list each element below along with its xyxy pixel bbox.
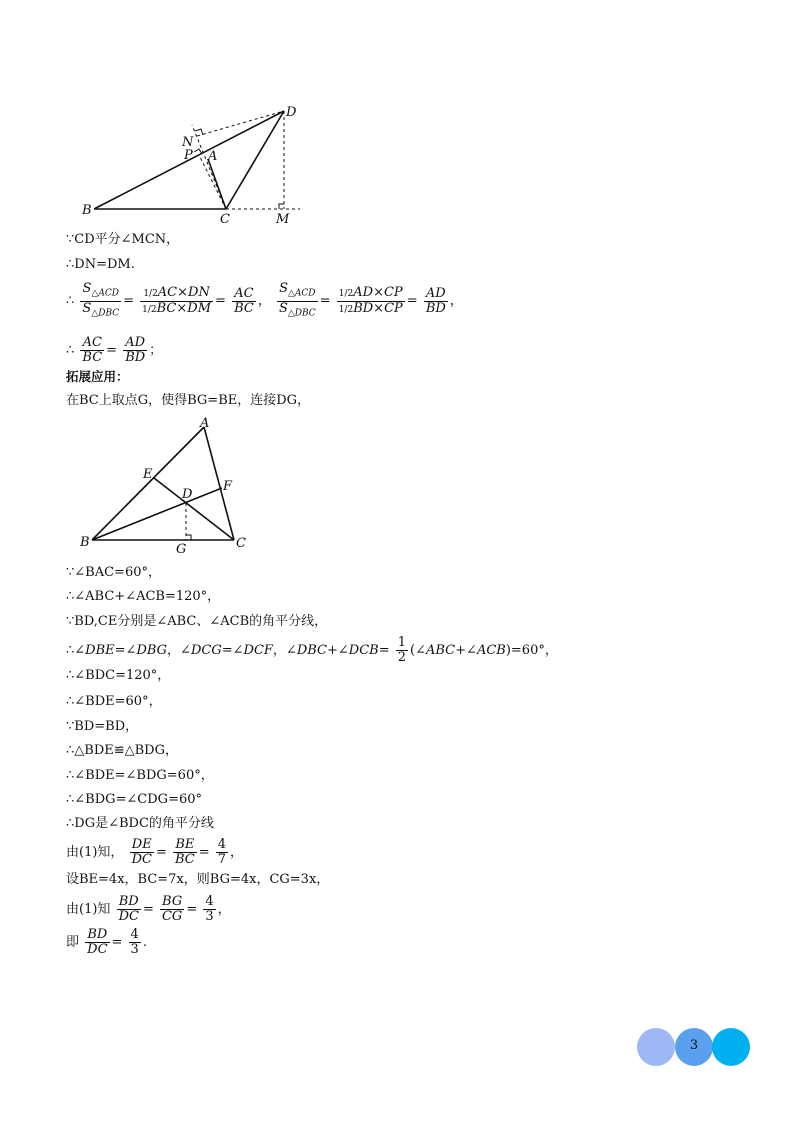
label-m: M	[276, 212, 290, 227]
text-line-4: ∴ $\frac{AC}{BC}$ = $\frac{AD}{BD}$ ；	[66, 335, 163, 365]
text-line-9: ∴∠DBE=∠DBG，∠DCG=∠DCF，∠DBC+∠DCB= $\frac{1}{2}$ (∠ABC+∠ACB)=60°，	[66, 635, 558, 665]
text-line-12: ∵BD=BD，	[66, 719, 139, 734]
label-a2: A	[200, 416, 210, 431]
label-p: P	[184, 148, 193, 163]
text-line-10: ∴∠BDC=120°，	[66, 668, 171, 683]
label-g: G	[176, 542, 187, 557]
label-a: A	[208, 149, 218, 164]
text-line-5: 在BC上取点G，使得BG=BE，连接DG，	[66, 393, 311, 408]
text-line-15: ∴∠BDG=∠CDG=60°	[66, 792, 202, 807]
text-line-17: 由(1)知， $\frac{DE}{DC}$ = $\frac{BE}{BC}$ = $\frac{4}{7}$ ，	[66, 837, 244, 867]
label-b: B	[82, 203, 92, 218]
page-number: 3	[689, 1038, 699, 1053]
section-heading: 拓展应用：	[66, 369, 129, 384]
page-circle-left	[637, 1028, 675, 1066]
segment-ec	[154, 478, 234, 540]
figure-2	[78, 414, 258, 559]
text-line-13: ∴△BDE≌△BDG，	[66, 743, 178, 758]
right-angle-m	[279, 204, 284, 209]
label-c: C	[220, 212, 230, 227]
segment-bf	[92, 488, 222, 540]
label-n: N	[182, 135, 194, 150]
label-c2: C	[236, 536, 246, 551]
segment-ba	[92, 427, 204, 540]
text-line-3: ∴ $\frac{S_{\triangle ACD}}{S_{\triangle DBC}}$ = $\frac{1/2AC\times DN}{1/2BC\times DM}$ = $\frac{AC}{BC}$ ， $\frac{S_{\triangle ACD}}{S_{\triangle DBC}}$ = $\frac{1/2AD\times CP}{1/2BD\times CP}$ = $\frac{AD}{BD}$ ，	[66, 281, 463, 319]
text-line-8: ∵BD,CE分别是∠ABC、∠ACB的角平分线，	[66, 614, 328, 629]
text-line-11: ∴∠BDE=60°，	[66, 694, 162, 709]
label-d2: D	[182, 487, 193, 502]
label-e: E	[143, 467, 153, 482]
page-circle-right	[712, 1028, 750, 1066]
label-d: D	[286, 105, 297, 120]
text-line-14: ∴∠BDE=∠BDG=60°，	[66, 768, 214, 783]
text-line-1: ∵CD平分∠MCN，	[66, 232, 180, 247]
text-line-19: 由(1)知 $\frac{BD}{DC}$ = $\frac{BG}{CG}$ = $\frac{4}{3}$ ，	[66, 894, 231, 924]
text-line-2: ∴DN=DM.	[66, 257, 135, 272]
text-line-6: ∵∠BAC=60°，	[66, 565, 161, 580]
text-line-7: ∴∠ABC+∠ACB=120°，	[66, 589, 221, 604]
label-b2: B	[80, 535, 90, 550]
extension-cn	[192, 125, 226, 209]
text-line-20: 即 $\frac{BD}{DC}$ = $\frac{4}{3}$ .	[66, 927, 147, 957]
label-f: F	[223, 479, 233, 494]
text-line-16: ∴DG是∠BDC的角平分线	[66, 816, 214, 831]
figure-1	[70, 98, 320, 228]
text-line-18: 设BE=4x，BC=7x，则BG=4x，CG=3x，	[66, 872, 330, 887]
